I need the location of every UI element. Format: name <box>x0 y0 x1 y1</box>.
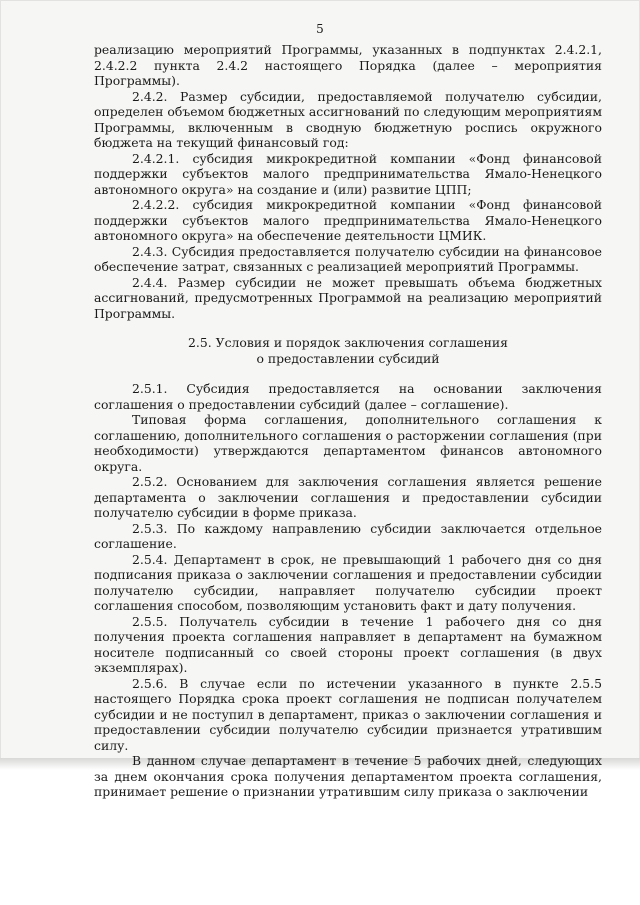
paragraph: 2.4.2.1. субсидия микрокредитной компании «Фонд финансовой поддержки субъектов малого предпринимательства Ямало-Ненецкого автономного округа» на создание и (или) развитие ЦПП; <box>94 150 602 197</box>
paragraph: 2.5.3. По каждому направлению субсидии заключается отдельное соглашение. <box>94 520 602 551</box>
paragraph: 2.5.1. Субсидия предоставляется на основании заключения соглашения о предоставлении субсидий (далее – соглашение). <box>94 381 602 412</box>
paragraph: 2.5.6. В случае если по истечении указанного в пункте 2.5.5 настоящего Порядка срока проект соглашения не подписан получателем субсидии и не поступил в департамент, приказ о заключении соглашения и предоставлении субсидии получателю субсидии признается утратившим силу. <box>94 675 602 753</box>
section-heading <box>94 335 602 367</box>
page-number: 5 <box>316 22 324 36</box>
paragraph: 2.5.5. Получатель субсидии в течение 1 рабочего дня со дня получения проекта соглашения направляет в департамент на бумажном носителе подписанный со своей стороны проект соглашения (в двух экземплярах). <box>94 613 602 675</box>
paragraph: 2.4.3. Субсидия предоставляется получателю субсидии на финансовое обеспечение затрат, связанных с реализацией мероприятий Программы. <box>94 243 602 274</box>
paragraph: 2.5.4. Департамент в срок, не превышающий 1 рабочего дня со дня подписания приказа о заключении соглашения и предоставлении субсидии получателю субсидии, направляет получателю субсидии проект соглашения способом, позволяющим установить факт и дату получения. <box>94 551 602 613</box>
paragraph: 2.5.2. Основанием для заключения соглашения является решение департамента о заключении соглашения и предоставлении субсидии получателю субсидии в форме приказа. <box>94 474 602 520</box>
paragraph: 2.4.2. Размер субсидии, предоставляемой получателю субсидии, определен объемом бюджетных ассигнований по следующим мероприятиям Программы, включенным в сводную бюджетную роспись окружного бюджета на текущий финансовый год: <box>94 88 602 150</box>
section-heading-line: 2.5. Условия и порядок заключения соглашения <box>188 335 508 350</box>
paragraph: В данном случае департамент в течение 5 рабочих дней, следующих за днем окончания срока получения департаментом проекта соглашения, принимает решение о признании утратившим силу приказа о заключении <box>94 753 602 799</box>
paragraph: Типовая форма соглашения, дополнительного соглашения к соглашению, дополнительного соглашения о расторжении соглашения (при необходимости) утверждаются департаментом финансов автономного округа. <box>94 412 602 474</box>
paragraph: 2.4.2.2. субсидия микрокредитной компании «Фонд финансовой поддержки субъектов малого предпринимательства Ямало-Ненецкого автономного округа» на обеспечение деятельности ЦМИК. <box>94 197 602 243</box>
section-heading-line: о предоставлении субсидий <box>256 351 440 366</box>
document-body <box>94 42 602 800</box>
paragraph: реализацию мероприятий Программы, указанных в подпунктах 2.4.2.1, 2.4.2.2 пункта 2.4.2 настоящего Порядка (далее – мероприятия Программы). <box>94 42 602 88</box>
paragraph: 2.4.4. Размер субсидии не может превышать объема бюджетных ассигнований, предусмотренных Программой на реализацию мероприятий Программы. <box>94 274 602 321</box>
